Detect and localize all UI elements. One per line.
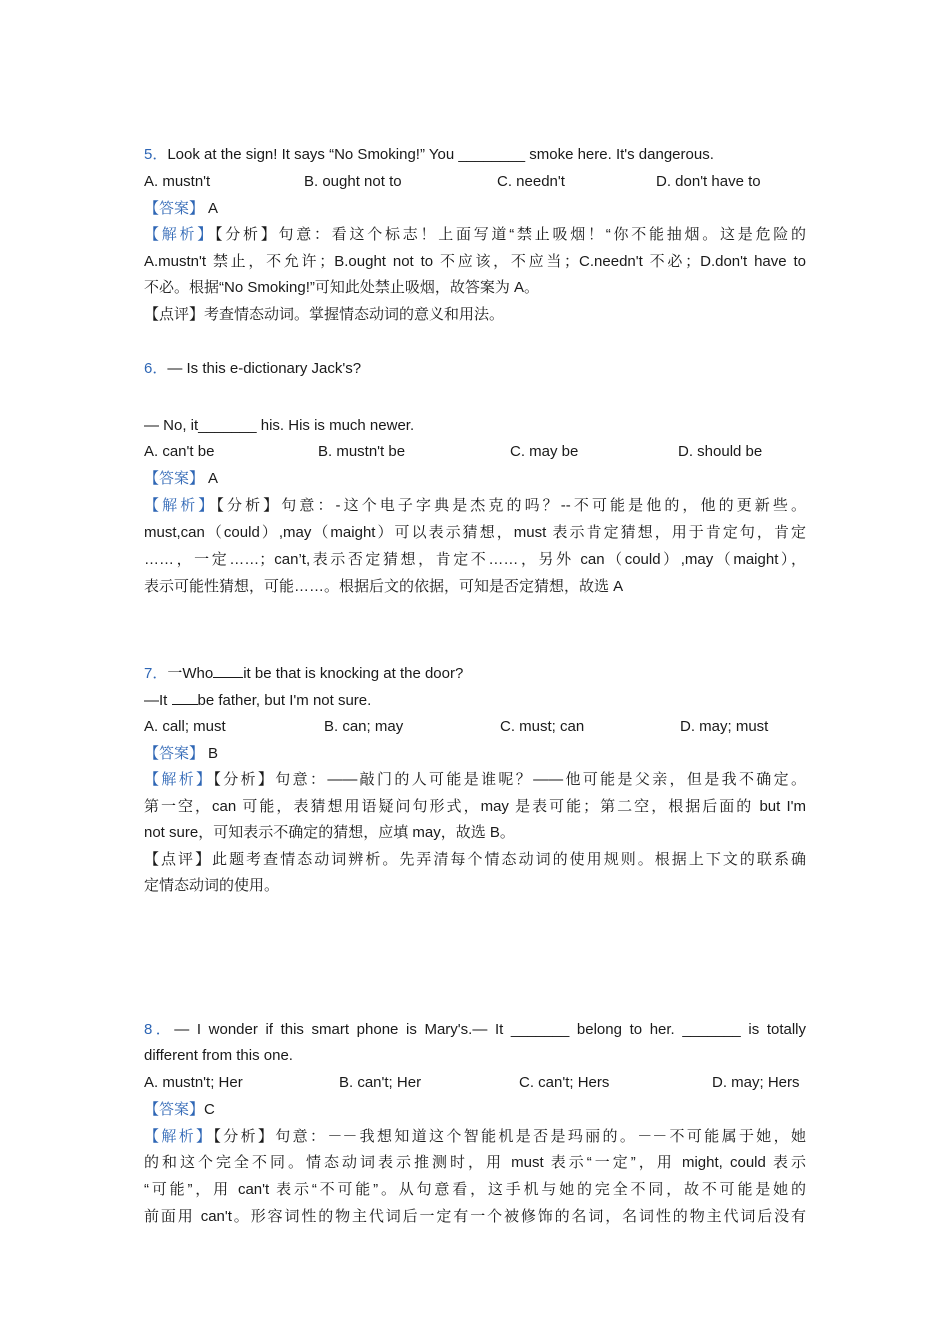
q7-analysis-line-3: not sure，可知表示不确定的猜想，应填 may，故选 B。 [144,824,515,841]
q7-option-b: B. can; may [324,718,404,735]
q7-reply-part-1: —It [144,692,172,709]
document-page [144,0,806,1344]
q7-analysis-text-1: 【分析】句意：——敲门的人可能是谁呢？——他可能是父亲，但是我不确定。 [213,771,806,788]
q7-number: 7． [144,665,168,682]
q6-analysis-text-1: 【分析】句意：-这个电子字典是杰克的吗？--不可能是他的，他的更新些。 [216,497,806,514]
q8-stem-line-1 [144,1020,806,1040]
q7-option-c: C. must; can [500,718,585,735]
q8-answer [144,1100,215,1120]
q8-analysis-text-1: 【分析】句意：－－我想知道这个智能机是否是玛丽的。－－不可能属于她，她 [213,1128,806,1145]
q7-blank-2 [172,690,198,705]
q6-answer [144,469,218,489]
q6-stem: — Is this e-dictionary Jack's? [167,360,362,377]
q6-stem-line [144,359,361,379]
q8-option-d: D. may; Hers [712,1074,800,1091]
q7-stem-part-2: it be that is knocking at the door? [243,665,464,682]
q8-option-c: C. can't; Hers [519,1074,610,1091]
q7-option-d: D. may; must [680,718,769,735]
q5-option-b: B. ought not to [304,173,402,190]
q6-answer-value: A [208,470,219,487]
q5-analysis-line-1 [144,225,806,245]
q8-option-b: B. can't; Her [339,1074,422,1091]
q7-reply-line [144,690,371,711]
q6-analysis-line-2: must,can（could）,may（maight）可以表示猜想，must 表示肯定猜想，用于肯定句，肯定 [144,524,806,541]
q8-answer-value: C [204,1101,215,1118]
q8-analysis-tag: 【解析】 [144,1128,214,1145]
q7-comment-line-2: 定情态动词的使用。 [144,877,280,894]
q6-analysis-line-3: ……，一定……；can’t,表示否定猜想，肯定不……，另外 can（could）,may（maight）， [144,551,806,568]
q7-stem-part-1: 一Who [167,665,214,682]
q7-stem-line [144,663,463,684]
q7-comment-line-1: 【点评】此题考查情态动词辨析。先弄清每个情态动词的使用规则。根据上下文的联系确 [144,851,806,868]
q7-analysis-line-1 [144,770,806,790]
q8-stem-line-2: different from this one. [144,1047,293,1064]
q5-analysis-text-1: 【分析】句意：看这个标志！上面写道“禁止吸烟！“你不能抽烟。这是危险的 [215,226,806,243]
q6-reply: — No, it_______ his. His is much newer. [144,417,415,434]
q7-analysis-tag: 【解析】 [144,771,214,788]
q7-blank-1 [213,663,243,678]
q5-option-a: A. mustn't [144,173,211,190]
q8-analysis-line-3: “可能”，用 can't 表示“不可能”。从句意看，这手机与她的完全不同，故不可能是她的 [144,1181,806,1198]
q6-option-b: B. mustn't be [318,443,406,460]
q5-answer-value: A [208,200,219,217]
q5-analysis-line-3: 不必。根据“No Smoking!”可知此处禁止吸烟，故答案为 A。 [144,279,540,296]
q7-reply-part-2: be father, but I'm not sure. [197,692,372,709]
q5-answer-tag: 【答案】 [144,200,205,217]
q8-option-a: A. mustn't; Her [144,1074,243,1091]
q6-analysis-line-4: 表示可能性猜想，可能……。根据后文的依据，可知是否定猜想，故选 A [144,578,624,595]
q5-analysis-line-2: A.mustn't 禁止，不允许；B.ought not to 不应该，不应当；C.needn't 不必；D.don't have to [144,253,806,270]
q7-option-a: A. call; must [144,718,226,735]
q5-comment: 【点评】考查情态动词。掌握情态动词的意义和用法。 [144,306,505,323]
q5-answer [144,199,218,219]
q5-analysis-tag: 【解析】 [144,226,215,243]
q6-answer-tag: 【答案】 [144,470,205,487]
q7-answer-value: B [208,745,219,762]
q5-option-d: D. don't have to [656,173,761,190]
q6-option-a: A. can't be [144,443,215,460]
q8-number: 8． [144,1021,175,1038]
q7-analysis-line-2: 第一空，can 可能，表猜想用语疑问句形式，may 是表可能；第二空，根据后面的 but I'm [144,798,806,815]
q8-analysis-line-4: 前面用 can't。形容词性的物主代词后一定有一个被修饰的名词，名词性的物主代词后没有 [144,1208,806,1225]
q5-number: 5． [144,146,168,163]
q6-analysis-tag: 【解析】 [144,497,217,514]
q8-stem-text-1: — I wonder if this smart phone is Mary's.— It _______ belong to her. _______ is totally [174,1021,806,1038]
q6-option-c: C. may be [510,443,579,460]
q6-option-d: D. should be [678,443,763,460]
q7-answer [144,744,218,764]
q5-stem: Look at the sign! It says “No Smoking!” You ________ smoke here. It's dangerous. [167,146,714,163]
q6-number: 6． [144,360,168,377]
q5-stem-line [144,145,714,165]
q7-answer-tag: 【答案】 [144,745,205,762]
q8-answer-tag: 【答案】 [144,1101,205,1118]
q8-analysis-line-2: 的和这个完全不同。情态动词表示推测时，用 must 表示“一定”，用 might, could 表示 [144,1154,806,1171]
q6-analysis-line-1 [144,496,806,516]
q8-analysis-line-1 [144,1127,806,1147]
q5-option-c: C. needn't [497,173,565,190]
